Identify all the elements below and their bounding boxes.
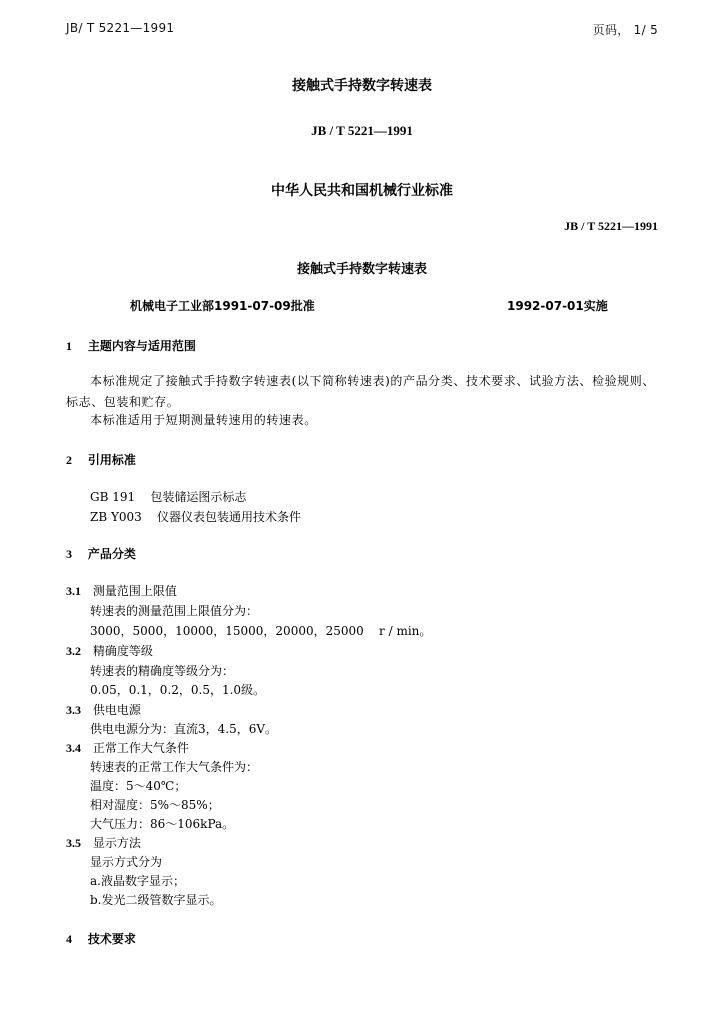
reference-item: GB 191 包装储运图示标志 [90, 490, 247, 504]
standard-number-right: JB / T 5221—1991 [564, 219, 658, 233]
body-line: 转速表的测量范围上限值分为： [90, 604, 259, 618]
document-subtitle: 接触式手持数字转速表 [296, 262, 427, 277]
document-title: 接触式手持数字转速表 [292, 78, 432, 94]
body-line: 供电电源分为：直流3，4.5，6V。 [90, 722, 278, 736]
subsection-3-3-heading [66, 700, 141, 720]
approval-line: 机械电子工业部1991-07-09批准 [130, 299, 315, 313]
subsection-title: 显示方法 [92, 836, 141, 850]
section-title: 技术要求 [87, 932, 136, 946]
section-number: 4 [66, 932, 72, 946]
body-line: 大气压力：86～106kPa。 [90, 817, 235, 831]
section-title: 主题内容与适用范围 [87, 339, 196, 353]
section-1-heading [66, 337, 196, 354]
subsection-title: 测量范围上限值 [92, 584, 177, 598]
issuing-organization: 中华人民共和国机械行业标准 [271, 183, 453, 199]
section-title: 产品分类 [87, 547, 136, 561]
effective-date: 1992-07-01实施 [507, 299, 608, 313]
body-line: a.液晶数字显示； [90, 874, 185, 888]
subsection-title: 精确度等级 [92, 644, 153, 658]
section-3-heading [66, 545, 136, 562]
body-line: 相对湿度：5%～85%； [90, 798, 220, 812]
subsection-title: 正常工作大气条件 [92, 741, 189, 755]
subsection-title: 供电电源 [92, 703, 141, 717]
body-line: 3000，5000，10000，15000，20000，25000 r / min。 [90, 624, 432, 638]
section-number: 1 [66, 339, 72, 353]
body-line: 转速表的正常工作大气条件为： [90, 760, 259, 774]
subsection-number: 3.3 [66, 703, 81, 717]
subsection-number: 3.1 [66, 584, 81, 598]
subsection-number: 3.5 [66, 836, 81, 850]
body-line: 温度：5～40℃； [90, 779, 187, 793]
subsection-3-4-heading [66, 738, 189, 758]
subsection-number: 3.2 [66, 644, 81, 658]
standard-number: JB / T 5221—1991 [311, 123, 413, 138]
reference-item: ZB Y003 仪器仪表包装通用技术条件 [90, 510, 302, 524]
body-line: 0.05，0.1，0.2，0.5，1.0级。 [90, 683, 266, 697]
subsection-3-5-heading [66, 833, 141, 853]
subsection-number: 3.4 [66, 741, 81, 755]
body-line: b.发光二级管数字显示。 [90, 893, 222, 907]
section-1-paragraph-1: 本标准规定了接触式手持数字转速表(以下简称转速表)的产品分类、技术要求、试验方法、检验规则、标志、包装和贮存。 [66, 374, 655, 409]
section-4-heading [66, 930, 136, 947]
header-doc-code: JB/ T 5221—1991 [66, 21, 175, 35]
body-line: 转速表的精确度等级分为： [90, 664, 235, 678]
section-number: 3 [66, 547, 72, 561]
body-line: 显示方式分为 [90, 855, 163, 869]
section-title: 引用标准 [87, 453, 136, 467]
subsection-3-1-heading [66, 581, 177, 601]
header-page-number: 页码， 1/ 5 [592, 23, 658, 37]
section-2-heading [66, 451, 136, 468]
subsection-3-2-heading [66, 641, 153, 661]
section-number: 2 [66, 453, 72, 467]
section-1-paragraph-2: 本标准适用于短期测量转速用的转速表。 [90, 413, 317, 427]
